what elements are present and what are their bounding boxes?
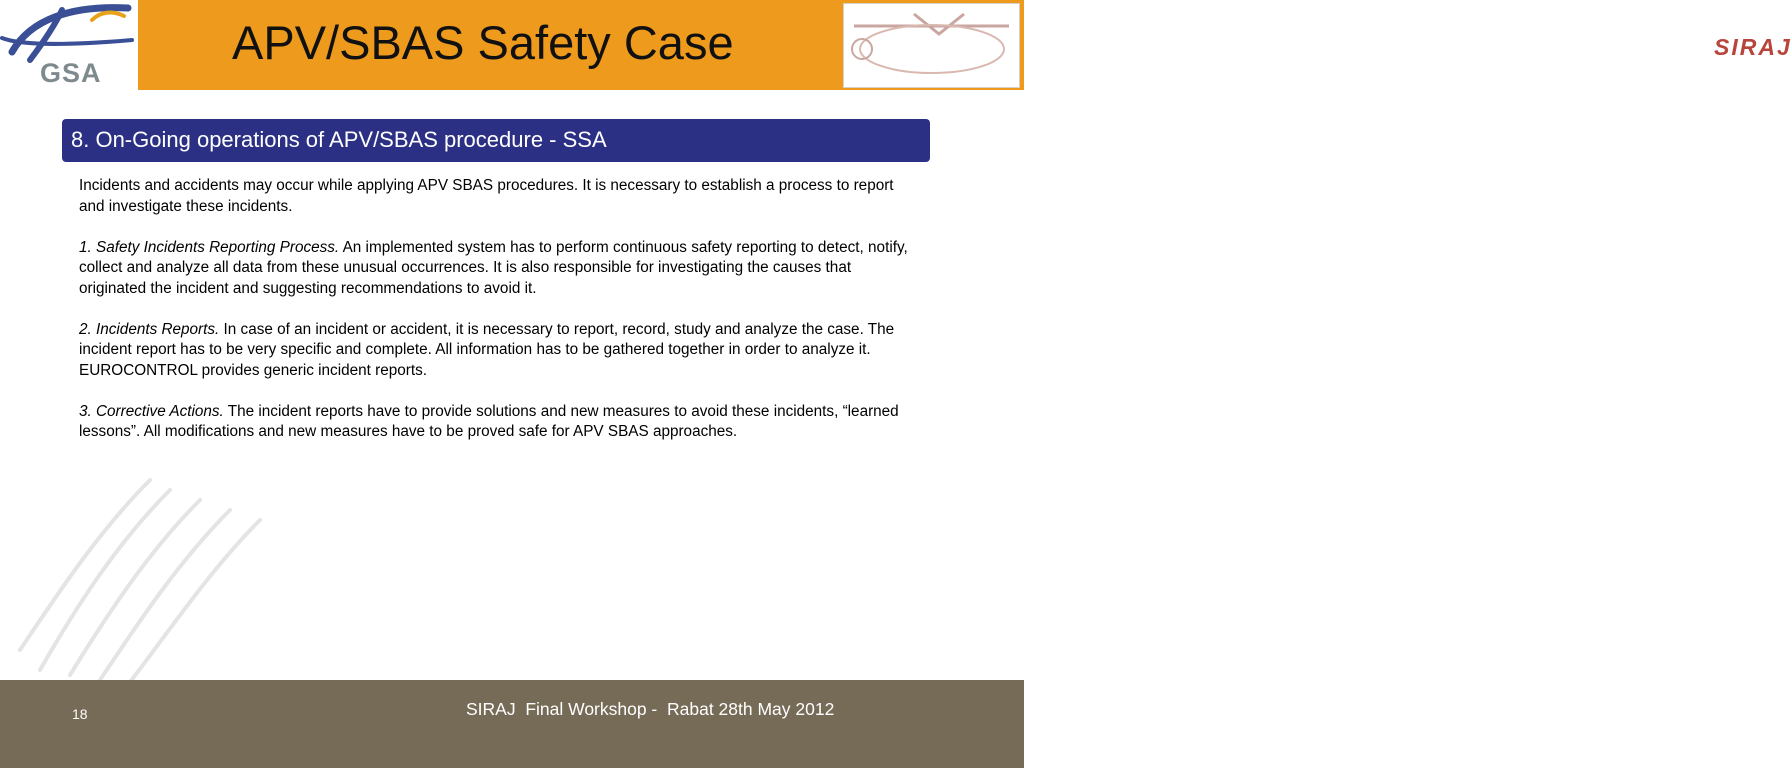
paragraph-incident-reports <box>79 320 917 382</box>
footer-bar <box>0 680 1024 768</box>
siraj-logo <box>843 3 1792 88</box>
paragraph-corrective-actions <box>79 402 917 443</box>
intro-paragraph: Incidents and accidents may occur while applying APV SBAS procedures. It is necessary to establish a process to report and investigate these incidents. <box>79 177 894 215</box>
paragraph-text: The incident reports have to provide solutions and new measures to avoid these incidents, “learned lessons”. All modifications and new measures have to be proved safe for APV SBAS approaches. <box>79 402 899 440</box>
paragraph-reporting-process <box>79 238 917 300</box>
paragraph-heading: 3. Corrective Actions. <box>79 402 224 420</box>
watermark-decoration <box>0 450 330 690</box>
siraj-airplane-icon <box>844 4 1021 89</box>
gsa-logo <box>0 0 138 92</box>
footer-text: SIRAJ Final Workshop - Rabat 28th May 2012 <box>466 699 835 719</box>
siraj-logo-text: SIRAJ <box>1714 34 1792 60</box>
section-bar <box>62 119 930 162</box>
page-number: 18 <box>72 706 88 722</box>
paragraph-heading: 2. Incidents Reports. <box>79 320 220 338</box>
slide-title: APV/SBAS Safety Case <box>232 16 734 69</box>
paragraph-text: In case of an incident or accident, it is necessary to report, record, study and analyze the case. The incident report has to be very specific and complete. All information has to be gathered together in order to analyze it. EUROCONTROL provides generic incident reports. <box>79 320 895 379</box>
body-text <box>79 176 917 463</box>
paragraph-text: An implemented system has to perform continuous safety reporting to detect, notify, collect and analyze all data from these unusual occurrences. It is also responsible for investigating the causes that originated the incident and suggesting recommendations to avoid it. <box>79 238 908 297</box>
paragraph-heading: 1. Safety Incidents Reporting Process. <box>79 238 340 256</box>
section-title: 8. On-Going operations of APV/SBAS procedure - SSA <box>71 127 607 152</box>
gsa-logo-text: GSA <box>40 58 102 88</box>
